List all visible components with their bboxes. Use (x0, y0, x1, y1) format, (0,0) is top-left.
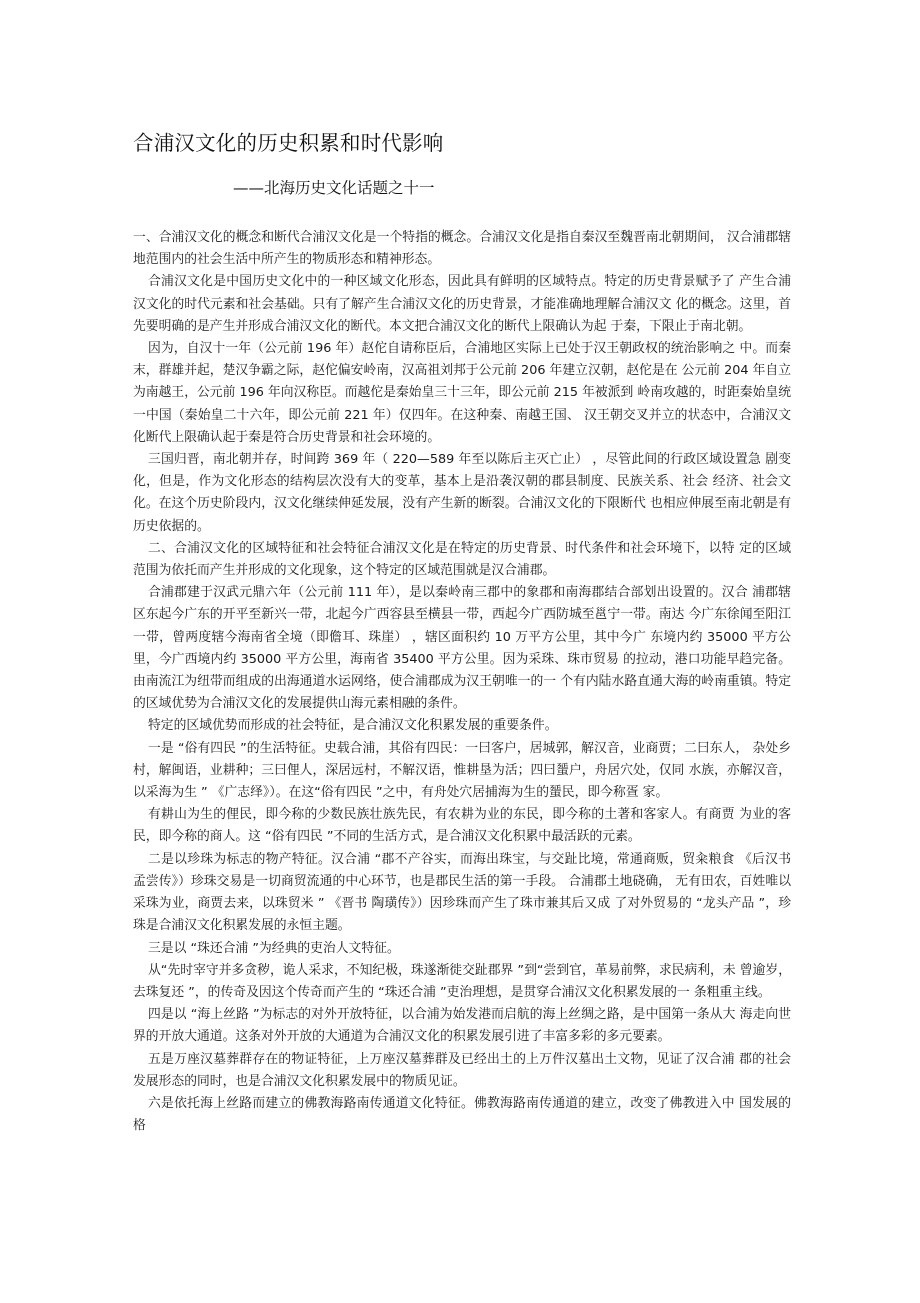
paragraph-14: 五是万座汉墓葬群存在的物证特征，上万座汉墓葬群及已经出土的上万件汉墓出土文物，见证了汉合浦 郡的社会发展形态的同时，也是合浦汉文化积累发展中的物质见证。 (133, 1051, 791, 1089)
paragraph-10: 二是以珍珠为标志的物产特征。汉合浦 “郡不产谷实，而海出珠宝，与交趾比境，常通商贩，贸籴粮食 《后汉书 孟尝传》）珍珠交易是一切商贸流通的中心环节，也是郡民生活的第一手段。 合浦郡土地硗确， 无有田农，百姓唯以采珠为业，商贾去来，以珠贸米 ” 《晋书 陶璜传》）因珍珠而产生了珠市兼其后又成 了对外贸易的 “龙头产品 ”，珍珠是合浦汉文化积累发展的永恒主题。 (133, 851, 791, 934)
paragraph-13: 四是以 “海上丝路 ”为标志的对外开放特征，以合浦为始发港而启航的海上丝绸之路，是中国第一条从大 海走向世界的开放大通道。这条对外开放的大通道为合浦汉文化的积累发展引进了丰富多彩的多元要素。 (133, 1007, 791, 1045)
paragraph-4: 三国归晋，南北朝并存，时间跨 369 年（ 220—589 年至以陈后主灭亡止） ，尽管此间的行政区域设置急 剧变化，但是，作为文化形态的结构层次没有大的变革，基本上是沿袭汉朝的郡县制度、民族关系、社会 经济、社会文化。在这个历史阶段内，汉文化继续伸延发展，没有产生新的断裂。合浦汉文化的下限断代 也相应伸展至南北朝是有历史依据的。 (133, 452, 791, 534)
paragraph-5: 二、合浦汉文化的区域特征和社会特征合浦汉文化是在特定的历史背景、时代条件和社会环境下，以特 定的区域范围为依托而产生并形成的文化现象，这个特定的区域范围就是汉合浦郡。 (133, 540, 791, 579)
paragraph-12: 从“先时宰守并多贪秽，诡人采求，不知纪极，珠遂渐徙交趾郡界 ”到“尝到官，革易前弊，求民病利，未 曾逾岁，去珠复还 ”，的传奇及因这个传奇而产生的 “珠还合浦 ”吏治理想，是贯穿合浦汉文化积累发展的一 条粗重主线。 (133, 962, 791, 1000)
paragraph-9: 有耕山为生的俚民，即今称的少数民族壮族先民，有农耕为业的东民，即今称的土著和客家人。有商贾 为业的客民，即今称的商人。这 “俗有四民 ”不同的生活方式，是合浦汉文化积累中最活跃的元素。 (133, 807, 791, 845)
paragraph-11: 三是以 “珠还合浦 ”为经典的吏治人文特征。 (148, 940, 400, 956)
paragraph-1: 一、合浦汉文化的概念和断代合浦汉文化是一个特指的概念。合浦汉文化是指自秦汉至魏晋南北朝期间， 汉合浦郡辖地范围内的社会生活中所产生的物质形态和精神形态。 (133, 230, 791, 268)
paragraph-3: 因为，自汉十一年（公元前 196 年）赵佗自请称臣后，合浦地区实际上已处于汉王朝政权的统治影响之 中。而秦末，群雄并起，楚汉争霸之际，赵佗偏安岭南，汉高祖刘邦于公元前 206 年建立汉朝，赵佗是在 公元前 204 年自立为南越王，公元前 196 年向汉称臣。而越佗是秦始皇三十三年，即公元前 215 年被派到 岭南攻越的，时距秦始皇统一中国（秦始皇二十六年，即公元前 221 年）仅四年。在这种秦、南越王国、 汉王朝交叉并立的状态中，合浦汉文化断代上限确认起于秦是符合历史背景和社会环境的。 (133, 341, 791, 445)
document-subtitle: ——北海历史文化话题之十一 (233, 179, 435, 197)
paragraph-6: 合浦郡建于汉武元鼎六年（公元前 111 年），是以秦岭南三郡中的象郡和南海郡结合部划出设置的。汉合 浦郡辖区东起今广东的开平至新兴一带，北起今广西容县至横县一带，西起今广西防城至邕宁一带。南达 今广东徐闻至阳江一带，曾两度辖今海南省全境（即儋耳、珠崖） ，辖区面积约 10 万平方公里，其中今广 东境内约 35000 平方公里，今广西境内约 35000 平方公里，海南省 35400 平方公里。因为采珠、珠市贸易 的拉动，港口功能早趋完备。由南流江为纽带而组成的出海通道水运网络，使合浦郡成为汉王朝唯一的一 个有内陆水路直通大海的岭南重镇。特定的区域优势为合浦汉文化的发展提供山海元素相融的条件。 (133, 585, 791, 712)
document-body (133, 227, 791, 1137)
paragraph-7: 特定的区域优势而形成的社会特征，是合浦汉文化积累发展的重要条件。 (148, 718, 558, 734)
paragraph-2: 合浦汉文化是中国历史文化中的一种区域文化形态，因此具有鲜明的区域特点。特定的历史背景赋予了 产生合浦汉文化的时代元素和社会基础。只有了解产生合浦汉文化的历史背景，才能准确地理解合浦汉文 化的概念。这里，首先要明确的是产生并形成合浦汉文化的断代。本文把合浦汉文化的断代上限确认为起 于秦，下限止于南北朝。 (133, 274, 791, 334)
paragraph-15: 六是依托海上丝路而建立的佛教海路南传通道文化特征。佛教海路南传通道的建立，改变了佛教进入中 国发展的格 (133, 1095, 791, 1134)
paragraph-8: 一是 “俗有四民 ”的生活特征。史载合浦，其俗有四民：一曰客户，居城郭，解汉音，业商贾；二曰东人， 杂处乡村，解闽语，业耕种；三曰俚人，深居远村，不解汉语，惟耕垦为活；四曰蜑户，舟居穴处，仅同 水族，亦解汉音，以采海为生 ” 《广志绎》）。在这“俗有四民 ”之中，有舟处穴居捕海为生的蜑民，即今称疍 家。 (133, 740, 791, 801)
document-title: 合浦汉文化的历史积累和时代影响 (133, 131, 444, 155)
